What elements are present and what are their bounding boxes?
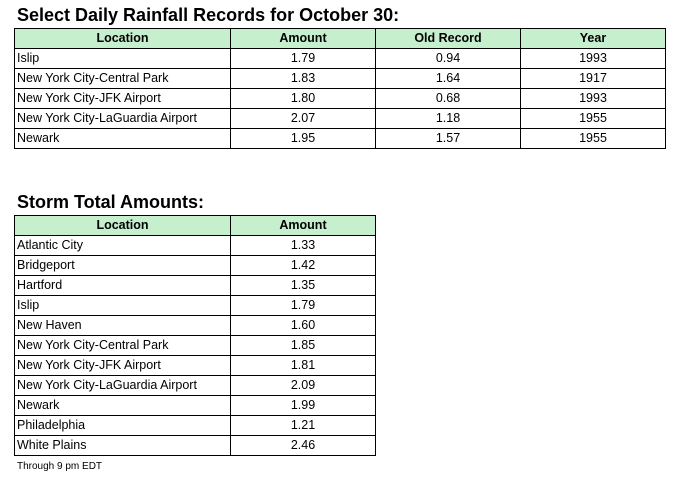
table-header-row — [15, 216, 376, 236]
table-row — [15, 376, 376, 396]
location-cell: New Haven — [15, 316, 231, 336]
table-header-row — [15, 29, 666, 49]
table-row — [15, 396, 376, 416]
location-cell: Philadelphia — [15, 416, 231, 436]
table-row — [15, 49, 666, 69]
table-row — [15, 336, 376, 356]
amount-cell: 1.80 — [231, 89, 376, 109]
location-cell: Atlantic City — [15, 236, 231, 256]
location-cell: New York City-Central Park — [15, 69, 231, 89]
table-row — [15, 256, 376, 276]
table-row — [15, 356, 376, 376]
table-row — [15, 416, 376, 436]
amount-cell: 1.99 — [231, 396, 376, 416]
amount-cell: 1.21 — [231, 416, 376, 436]
location-cell: Bridgeport — [15, 256, 231, 276]
old-record-cell: 1.57 — [376, 129, 521, 149]
year-cell: 1993 — [521, 89, 666, 109]
daily-records-title: Select Daily Rainfall Records for October 30: — [17, 5, 400, 25]
old-record-cell: 1.64 — [376, 69, 521, 89]
year-cell: 1993 — [521, 49, 666, 69]
location-cell: Newark — [15, 396, 231, 416]
amount-cell: 2.09 — [231, 376, 376, 396]
location-cell: New York City-JFK Airport — [15, 356, 231, 376]
table-row — [15, 89, 666, 109]
amount-cell: 1.95 — [231, 129, 376, 149]
table-row — [15, 436, 376, 456]
amount-cell: 1.60 — [231, 316, 376, 336]
amount-cell: 1.79 — [231, 296, 376, 316]
year-cell: 1955 — [521, 129, 666, 149]
amount-cell: 1.83 — [231, 69, 376, 89]
location-cell: Hartford — [15, 276, 231, 296]
amount-cell: 1.79 — [231, 49, 376, 69]
location-cell: White Plains — [15, 436, 231, 456]
amount-cell: 1.81 — [231, 356, 376, 376]
amount-cell: 1.42 — [231, 256, 376, 276]
location-cell: Islip — [15, 49, 231, 69]
table-row — [15, 296, 376, 316]
table-row — [15, 236, 376, 256]
amount-cell: 1.33 — [231, 236, 376, 256]
amount-cell: 1.85 — [231, 336, 376, 356]
storm-totals-table — [14, 215, 376, 456]
column-header-old-record: Old Record — [376, 29, 521, 49]
table-row — [15, 109, 666, 129]
old-record-cell: 1.18 — [376, 109, 521, 129]
column-header-year: Year — [521, 29, 666, 49]
location-cell: New York City-Central Park — [15, 336, 231, 356]
year-cell: 1955 — [521, 109, 666, 129]
year-cell: 1917 — [521, 69, 666, 89]
column-header-location: Location — [15, 29, 231, 49]
storm-totals-title: Storm Total Amounts: — [17, 192, 204, 212]
amount-cell: 1.35 — [231, 276, 376, 296]
table-row — [15, 69, 666, 89]
old-record-cell: 0.68 — [376, 89, 521, 109]
column-header-amount: Amount — [231, 29, 376, 49]
table-row — [15, 316, 376, 336]
location-cell: New York City-LaGuardia Airport — [15, 376, 231, 396]
old-record-cell: 0.94 — [376, 49, 521, 69]
table-row — [15, 276, 376, 296]
column-header-location: Location — [15, 216, 231, 236]
footnote: Through 9 pm EDT — [17, 461, 103, 472]
column-header-amount: Amount — [231, 216, 376, 236]
location-cell: New York City-LaGuardia Airport — [15, 109, 231, 129]
location-cell: New York City-JFK Airport — [15, 89, 231, 109]
location-cell: Islip — [15, 296, 231, 316]
amount-cell: 2.46 — [231, 436, 376, 456]
location-cell: Newark — [15, 129, 231, 149]
daily-records-table — [14, 28, 666, 149]
table-row — [15, 129, 666, 149]
amount-cell: 2.07 — [231, 109, 376, 129]
